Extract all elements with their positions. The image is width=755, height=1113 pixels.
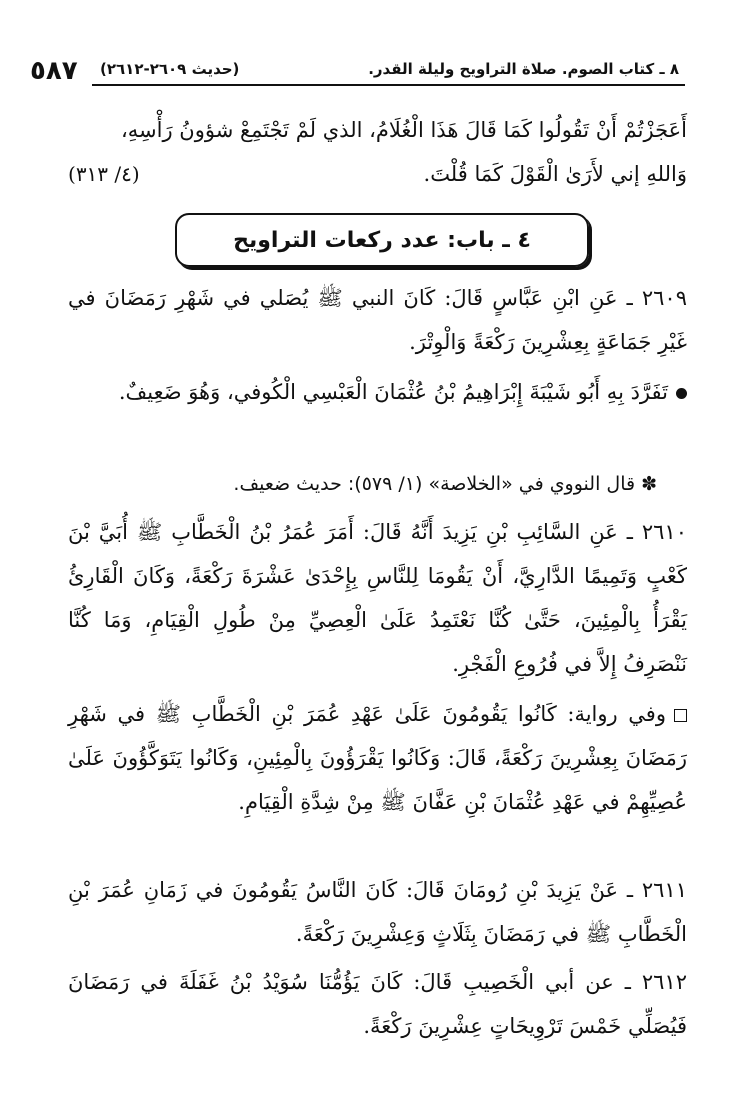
bullet-icon <box>676 388 687 399</box>
riwaya-text: وفي رواية: كَانُوا يَقُومُونَ عَلَىٰ عَهْدِ عُمَرَ بْنِ الْخَطَّابِ ﷺ في شَهْرِ رَمَضَانَ بِعِشْرِينَ رَكْعَةً، قَالَ: وَكَانُوا يَقْرَؤُونَ بِالْمِئِينِ، وَكَانُوا يَتَوَكَّؤُونَ عَلَىٰ عُصِيِّهِمْ في عَهْدِ عُثْمَانَ بْنِ عَفَّانَ ﷺ مِنْ شِدَّةِ الْقِيَامِ. <box>68 702 687 814</box>
header-hadith-range: (حديث ٢٦٠٩-٢٦١٢) <box>100 60 240 78</box>
intro-paragraph <box>68 108 687 196</box>
intro-line-2 <box>68 152 687 196</box>
chapter-heading: ٤ ـ باب: عدد ركعات التراويح <box>233 227 531 253</box>
note-2609-text: تَفَرَّدَ بِهِ أَبُو شَيْبَةَ إِبْرَاهِيمُ بْنُ عُثْمَانَ الْعَبْسِي الْكُوفي، وَهُوَ ضَعِيفٌ. <box>118 380 668 404</box>
riwaya-paragraph <box>68 692 687 824</box>
page-number: ٥٨٧ <box>30 56 78 86</box>
nawawi-text: قال النووي في «الخلاصة» (١/ ٥٧٩): حديث ضعيف. <box>233 473 636 495</box>
intro-line-2-text: وَاللهِ إني لأَرَىٰ الْقَوْلَ كَمَا قُلْتَ. <box>423 162 687 186</box>
hadith-2610 <box>68 510 687 686</box>
hadith-2612-text: ٢٦١٢ ـ عن أبي الْخَصِيبِ قَالَ: كَانَ يَؤُمُّنَا سُوَيْدُ بْنُ غَفَلَةَ في رَمَضَانَ فَيُصَلِّي خَمْسَ تَرْوِيحَاتٍ عِشْرِينَ رَكْعَةً. <box>68 970 687 1038</box>
hadith-2611 <box>68 868 687 956</box>
chapter-heading-box <box>175 213 589 267</box>
nawawi-note <box>68 462 687 506</box>
header-divider <box>92 84 685 86</box>
asterisk-icon: ✽ <box>641 473 657 495</box>
hadith-2609-text: ٢٦٠٩ ـ عَنِ ابْنِ عَبَّاسٍ قَالَ: كَانَ النبي ﷺ يُصَلي في شَهْرِ رَمَضَانَ في غَيْرِ جَمَاعَةٍ بِعِشْرِينَ رَكْعَةً وَالْوِتْرَ. <box>68 286 687 354</box>
volume-page-reference: (٤/ ٣١٣) <box>68 162 140 186</box>
nawawi-paragraph <box>68 462 687 506</box>
running-header-title: ٨ ـ كتاب الصوم. صلاة التراويح وليلة القدر. <box>368 60 679 78</box>
square-bullet-icon <box>674 709 687 722</box>
riwaya-2610 <box>68 692 687 824</box>
note-2609-paragraph <box>68 370 687 414</box>
hadith-2609 <box>68 276 687 364</box>
note-2609 <box>68 370 687 414</box>
hadith-2611-text: ٢٦١١ ـ عَنْ يَزِيدَ بْنِ رُومَانَ قَالَ: كَانَ النَّاسُ يَقُومُونَ في زَمَانِ عُمَرَ بْنِ الْخَطَّابِ ﷺ في رَمَضَانَ بِثَلَاثٍ وَعِشْرِينَ رَكْعَةً. <box>68 878 687 946</box>
hadith-2612 <box>68 960 687 1048</box>
intro-line-1: أَعَجَزْتُمْ أَنْ تَقُولُوا كَمَا قَالَ هَذَا الْغُلَامُ، الذي لَمْ تَجْتَمِعْ شؤونُ رَأْسِهِ، <box>121 118 687 142</box>
hadith-2610-text: ٢٦١٠ ـ عَنِ السَّائِبِ بْنِ يَزِيدَ أَنَّهُ قَالَ: أَمَرَ عُمَرُ بْنُ الْخَطَّابِ ﷺ أُبَيَّ بْنَ كَعْبٍ وَتَمِيمًا الدَّارِيَّ، أَنْ يَقُومَا لِلنَّاسِ بِإِحْدَىٰ عَشْرَةَ رَكْعَةً، وَكَانَ الْقَارِئُ يَقْرَأُ بِالْمِئِينَ، حَتَّىٰ كُنَّا نَعْتَمِدُ عَلَىٰ الْعِصِيِّ مِنْ طُولِ الْقِيَامِ، وَمَا كُنَّا نَنْصَرِفُ إِلاَّ في فُرُوعِ الْفَجْرِ. <box>68 520 687 676</box>
